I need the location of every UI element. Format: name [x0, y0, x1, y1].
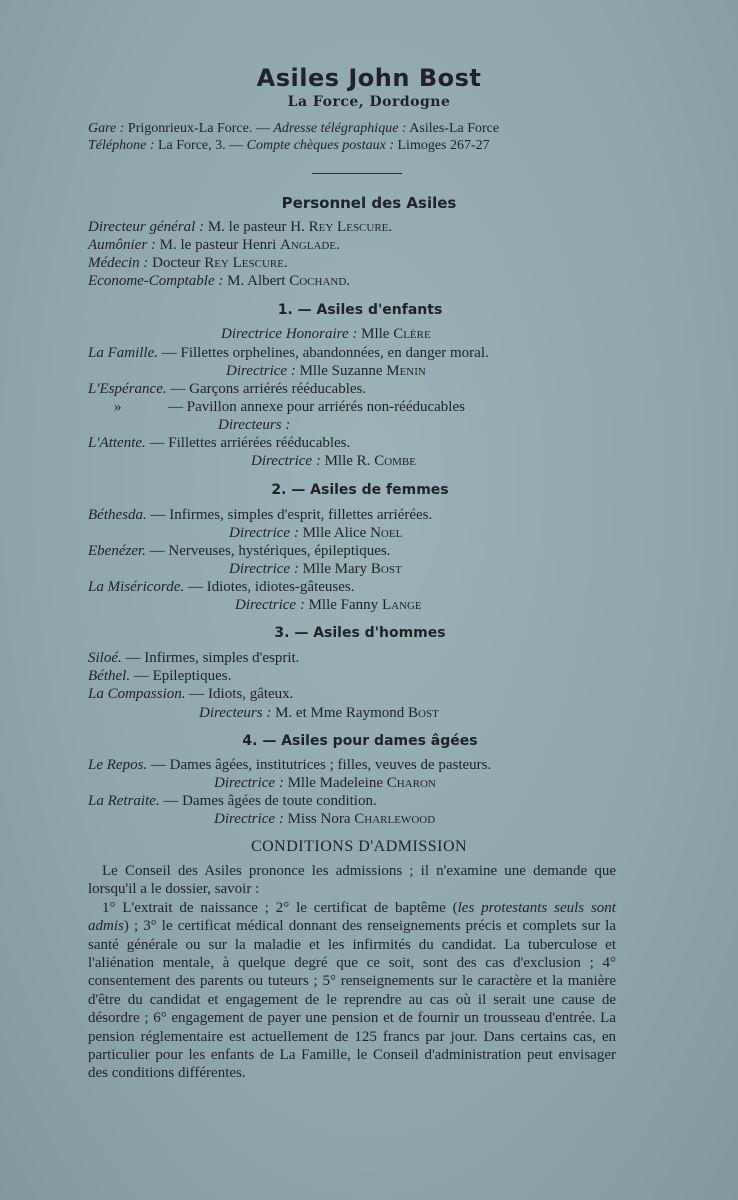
directeurs-line — [218, 417, 290, 434]
person-name: Mlle Madeleine — [283, 775, 387, 791]
personnel-surname: Rey Lescure. — [308, 219, 393, 235]
asile-desc: — Idiots, gâteux. — [185, 686, 294, 702]
asile-desc: — Nerveuses, hystériques, épileptiques. — [145, 543, 391, 559]
personnel-role: Econome-Comptable : — [88, 273, 224, 289]
asile-desc: — Infirmes, simples d'esprit, fillettes arriérées. — [146, 507, 433, 523]
role-label: Directrice : — [214, 811, 284, 827]
telephone-label: Téléphone : — [88, 138, 155, 153]
bethesda-director — [229, 525, 402, 542]
misericorde-director — [235, 597, 422, 614]
personnel-row — [88, 273, 350, 290]
person-name: Mlle R. — [320, 453, 375, 469]
gare-label: Gare : — [88, 121, 125, 136]
femmes-heading: 2. — Asiles de femmes — [271, 482, 449, 498]
conditions-text — [88, 862, 616, 1083]
hommes-heading: 3. — Asiles d'hommes — [274, 625, 446, 641]
person-name: Miss Nora — [283, 811, 355, 827]
ebenezer-director — [229, 561, 402, 578]
ebenezer-line — [88, 543, 390, 560]
person-surname: Bost — [408, 705, 439, 721]
person-name: Mlle — [357, 326, 394, 342]
asile-name: L'Espérance. — [88, 381, 167, 397]
asile-desc: — Fillettes arriérées rééducables. — [145, 435, 351, 451]
personnel-name: M. le pasteur H. — [204, 219, 309, 235]
person-name: Mlle Mary — [298, 561, 371, 577]
person-surname: Lange — [381, 597, 422, 613]
role-label: Directrice : — [235, 597, 305, 613]
personnel-role: Aumônier : — [88, 237, 156, 253]
document-title: Asiles John Bost — [256, 64, 482, 92]
asile-name: La Miséricorde. — [88, 579, 185, 595]
personnel-name: M. Albert — [223, 273, 290, 289]
compassion-line — [88, 686, 293, 703]
personnel-surname: Cochand. — [289, 273, 351, 289]
enfants-heading: 1. — Asiles d'enfants — [277, 302, 443, 318]
role-label: Directrice : — [229, 561, 299, 577]
person-surname: Clère — [393, 326, 431, 342]
person-surname: Menin — [386, 363, 426, 379]
conditions-para-1: Le Conseil des Asiles prononce les admissions ; il n'examine une demande que lorsqu'il a le dossier, savoir : — [88, 863, 616, 898]
pavillon-line: — Pavillon annexe pour arriérés non-rééducables — [168, 399, 465, 415]
role-label: Directrice : — [226, 363, 296, 379]
person-name: M. et Mme Raymond — [271, 705, 408, 721]
asile-name: La Famille. — [88, 345, 158, 361]
personnel-row — [88, 255, 288, 272]
conditions-text-a: 1° L'extrait de naissance ; 2° le certificat de baptême ( — [102, 899, 458, 916]
asile-desc: — Epileptiques. — [130, 668, 232, 684]
document-subtitle: La Force, Dordogne — [287, 94, 451, 110]
person-surname: Charlewood — [354, 811, 436, 827]
person-name: Mlle Alice — [298, 525, 371, 541]
repos-director — [214, 775, 436, 792]
attente-line — [88, 435, 350, 452]
compte-label: Compte chèques postaux : — [246, 138, 394, 153]
asile-name: Béthel. — [88, 668, 131, 684]
role-label: Directrice Honoraire : — [221, 326, 358, 342]
asile-name: Ebenézer. — [88, 543, 146, 559]
personnel-surname: Rey Lescure. — [204, 255, 288, 271]
person-name: Mlle Suzanne — [295, 363, 387, 379]
esperance-line — [88, 381, 366, 398]
asile-name: La Retraite. — [88, 793, 160, 809]
info-line-telephone — [88, 138, 620, 154]
asile-desc: — Idiotes, idiotes-gâteuses. — [184, 579, 355, 595]
siloe-line — [88, 650, 299, 667]
person-surname: Noel — [370, 525, 403, 541]
personnel-row — [88, 219, 392, 236]
conditions-text-italic: les protestants seuls sont admis — [88, 899, 616, 935]
role-label: Directrice : — [229, 525, 299, 541]
asile-name: L'Attente. — [88, 435, 146, 451]
retraite-line — [88, 793, 377, 810]
personnel-name: Docteur — [148, 255, 205, 271]
asile-name: La Compassion. — [88, 686, 186, 702]
role-label: Directrice : — [214, 775, 284, 791]
famille-line — [88, 345, 489, 362]
personnel-role: Médecin : — [88, 255, 149, 271]
adresse-value: Asiles-La Force — [406, 121, 500, 136]
compte-value: Limoges 267-27 — [394, 138, 490, 153]
person-surname: Combe — [374, 453, 416, 469]
pavillon-mark: » — [114, 399, 122, 415]
role-label: Directeurs : — [218, 417, 291, 433]
separator-rule — [312, 173, 402, 174]
bethel-line — [88, 668, 231, 685]
honoraire-line — [221, 326, 431, 343]
hommes-director — [199, 705, 439, 722]
person-surname: Bost — [370, 561, 402, 577]
asile-desc: — Garçons arriérés rééducables. — [166, 381, 367, 397]
gare-value: Prigonrieux-La Force. — — [124, 121, 274, 136]
asile-desc: — Dames âgées, institutrices ; filles, veuves de pasteurs. — [147, 757, 492, 773]
conditions-para-2 — [88, 899, 616, 1083]
misericorde-line — [88, 579, 355, 596]
famille-director — [226, 363, 426, 380]
person-name: Mlle Fanny — [304, 597, 382, 613]
personnel-name: M. le pasteur Henri — [155, 237, 281, 253]
retraite-director — [214, 811, 435, 828]
personnel-role: Directeur général : — [88, 219, 205, 235]
personnel-row — [88, 237, 340, 254]
adresse-label: Adresse télégraphique : — [273, 121, 407, 136]
repos-line — [88, 757, 491, 774]
conditions-heading: CONDITIONS D'ADMISSION — [250, 838, 468, 855]
personnel-surname: Anglade. — [280, 237, 340, 253]
asile-name: Béthesda. — [88, 507, 147, 523]
dames-heading: 4. — Asiles pour dames âgées — [242, 733, 478, 749]
telephone-value: La Force, 3. — — [154, 138, 247, 153]
role-label: Directeurs : — [199, 705, 272, 721]
info-line-gare — [88, 121, 620, 137]
asile-name: Siloé. — [88, 650, 122, 666]
personnel-heading: Personnel des Asiles — [281, 194, 457, 212]
asile-desc: — Fillettes orphelines, abandonnées, en danger moral. — [158, 345, 489, 361]
role-label: Directrice : — [251, 453, 321, 469]
asile-desc: — Dames âgées de toute condition. — [159, 793, 377, 809]
person-surname: Charon — [386, 775, 436, 791]
conditions-text-c: ) ; 3° le certificat médical donnant des renseignements précis et complets sur la santé générale ou sur la maladie et les infirmités du candidat. La tuberculose et l'aliénation mentale, à quelque degré que ce soit, sont des cas d'exclusion ; 4° consentement des parents ou tuteurs ; 5° renseignements sur le caractère et la manière d'être du candidat et engagement de le reprendre au cas où il serait une cause de désordre ; 6° engagement de payer une pension et de fournir un trousseau d'entrée. La pension réglementaire est actuellement de 125 francs par jour. Dans certains cas, en particulier pour les enfants de La Famille, le Conseil d'administration peut envisager des conditions différentes. — [88, 918, 616, 1082]
asile-desc: — Infirmes, simples d'esprit. — [121, 650, 300, 666]
asile-name: Le Repos. — [88, 757, 148, 773]
attente-director — [251, 453, 416, 470]
bethesda-line — [88, 507, 432, 524]
